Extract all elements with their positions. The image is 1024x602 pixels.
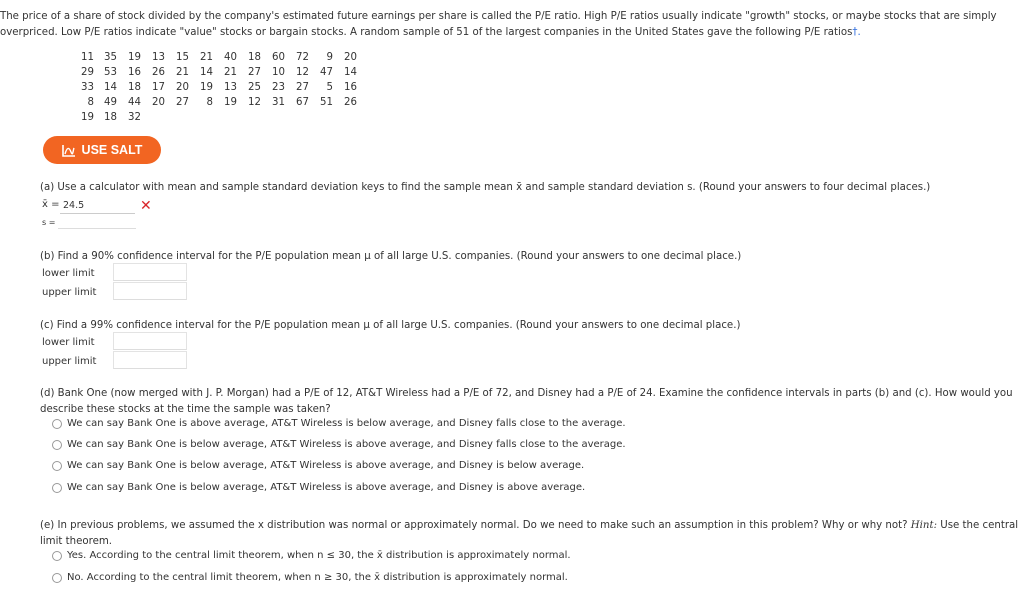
data-cell <box>285 110 309 125</box>
data-cell <box>189 110 213 125</box>
data-cell: 20 <box>344 52 357 63</box>
data-cell: 19 <box>224 97 237 108</box>
xbar-label: x̄ = <box>42 199 60 210</box>
data-cell: 47 <box>320 67 333 78</box>
part-c-lower-input[interactable] <box>113 332 187 350</box>
radio-button[interactable] <box>52 551 62 561</box>
data-cell: 23 <box>272 82 285 93</box>
data-cell: 5 <box>326 82 333 93</box>
data-cell: 18 <box>128 82 141 93</box>
part-d-option-text: We can say Bank One is below average, AT&T Wireless is above average, and Disney is above average. <box>67 482 586 493</box>
data-cell: 27 <box>296 82 309 93</box>
footnote-dagger[interactable]: †. <box>852 27 861 38</box>
radio-button[interactable] <box>52 419 62 429</box>
data-cell: 15 <box>176 52 189 63</box>
data-cell: 14 <box>344 67 357 78</box>
data-cell: 8 <box>87 97 94 108</box>
data-cell <box>309 110 333 125</box>
part-a-question: (a) Use a calculator with mean and sample standard deviation keys to find the sample mean x̄ and sample standard deviation s. (Round your answers to four decimal places.) <box>40 182 931 193</box>
part-b-question: (b) Find a 90% confidence interval for the P/E population mean μ of all large U.S. companies. (Round your answers to one decimal place.) <box>40 251 742 262</box>
data-row <box>76 65 357 80</box>
data-cell: 8 <box>206 97 213 108</box>
data-cell: 31 <box>272 97 285 108</box>
data-cell: 14 <box>104 82 117 93</box>
data-cell <box>261 110 285 125</box>
incorrect-x-icon: ✕ <box>140 198 152 214</box>
data-cell: 18 <box>104 112 117 123</box>
data-cell: 51 <box>320 97 333 108</box>
data-cell: 60 <box>272 52 285 63</box>
data-cell: 21 <box>224 67 237 78</box>
data-cell: 10 <box>272 67 285 78</box>
part-d-question: (d) Bank One (now merged with J. P. Morgan) had a P/E of 12, AT&T Wireless had a P/E of 72, and Disney had a P/E of 24. Examine the confidence intervals in parts (b) and (c). How would you describe these stocks at the time the sample was taken? <box>40 388 1013 415</box>
part-e-option-text: Yes. According to the central limit theorem, when n ≤ 30, the x̄ distribution is approximately normal. <box>67 550 571 561</box>
data-cell: 27 <box>248 67 261 78</box>
part-d-option-text: We can say Bank One is below average, AT&T Wireless is above average, and Disney falls close to the average. <box>67 439 626 450</box>
data-cell: 16 <box>128 67 141 78</box>
data-cell: 53 <box>104 67 117 78</box>
part-b-lower-label: lower limit <box>42 268 95 279</box>
data-cell: 72 <box>296 52 309 63</box>
data-cell: 32 <box>128 112 141 123</box>
data-row <box>76 110 357 125</box>
part-c-question: (c) Find a 99% confidence interval for the P/E population mean μ of all large U.S. companies. (Round your answers to one decimal place.) <box>40 320 741 331</box>
data-row <box>76 50 357 65</box>
xbar-input[interactable] <box>60 197 135 214</box>
part-c-upper-label: upper limit <box>42 356 97 367</box>
part-d-option-text: We can say Bank One is below average, AT&T Wireless is above average, and Disney is below average. <box>67 460 585 471</box>
data-cell: 19 <box>128 52 141 63</box>
part-d-option-4[interactable] <box>52 482 585 493</box>
data-cell: 40 <box>224 52 237 63</box>
data-cell: 18 <box>248 52 261 63</box>
radio-button[interactable] <box>52 461 62 471</box>
data-cell: 26 <box>344 97 357 108</box>
part-b-lower-input[interactable] <box>113 263 187 281</box>
part-d-option-1[interactable] <box>52 418 626 429</box>
use-salt-label: USE SALT <box>81 143 143 157</box>
data-cell: 25 <box>248 82 261 93</box>
pe-ratio-data-table <box>76 50 357 125</box>
data-cell: 29 <box>81 67 94 78</box>
use-salt-button[interactable] <box>43 136 161 164</box>
data-cell: 21 <box>200 52 213 63</box>
data-cell: 9 <box>326 52 333 63</box>
radio-button[interactable] <box>52 483 62 493</box>
data-cell: 13 <box>224 82 237 93</box>
problem-intro <box>0 9 1018 41</box>
part-b-upper-input[interactable] <box>113 282 187 300</box>
part-e-question-text: (e) In previous problems, we assumed the x distribution was normal or approximately normal. Do we need to make such an assumption in this problem? Why or why not? <box>40 520 908 531</box>
part-c-upper-input[interactable] <box>113 351 187 369</box>
radio-button[interactable] <box>52 440 62 450</box>
part-d-option-text: We can say Bank One is above average, AT&T Wireless is below average, and Disney falls close to the average. <box>67 418 626 429</box>
part-d-option-2[interactable] <box>52 439 626 450</box>
data-cell: 27 <box>176 97 189 108</box>
data-cell: 13 <box>152 52 165 63</box>
part-e-hint-text: Use the central limit theorem. <box>40 520 1019 547</box>
data-cell: 16 <box>344 82 357 93</box>
data-cell: 44 <box>128 97 141 108</box>
part-e-option-text: No. According to the central limit theorem, when n ≥ 30, the x̄ distribution is approximately normal. <box>67 572 568 583</box>
data-cell: 26 <box>152 67 165 78</box>
data-cell: 67 <box>296 97 309 108</box>
data-row <box>76 80 357 95</box>
data-cell: 14 <box>200 67 213 78</box>
data-cell: 19 <box>81 112 94 123</box>
part-b-upper-label: upper limit <box>42 287 97 298</box>
data-cell: 12 <box>296 67 309 78</box>
part-e-question <box>40 518 1020 550</box>
data-cell: 17 <box>152 82 165 93</box>
data-cell <box>141 110 165 125</box>
data-cell <box>213 110 237 125</box>
part-e-hint-label: Hint: <box>910 520 938 531</box>
data-cell: 49 <box>104 97 117 108</box>
data-cell: 11 <box>81 52 94 63</box>
data-cell <box>165 110 189 125</box>
part-d-option-3[interactable] <box>52 460 584 471</box>
s-input[interactable] <box>58 214 136 229</box>
s-label: s = <box>42 218 56 227</box>
intro-text: The price of a share of stock divided by the company's estimated future earnings per share is called the P/E ratio. High P/E ratios usually indicate "growth" stocks, or maybe stocks that are simply overpriced. Low P/E ratios indicate "value" stocks or bargain stocks. A random sample of 51 of the largest companies in the United States gave the following P/E ratios <box>0 11 997 38</box>
data-cell <box>333 110 357 125</box>
part-c-lower-label: lower limit <box>42 337 95 348</box>
data-cell: 35 <box>104 52 117 63</box>
data-cell: 12 <box>248 97 261 108</box>
data-cell: 33 <box>81 82 94 93</box>
data-cell: 20 <box>152 97 165 108</box>
data-cell: 19 <box>200 82 213 93</box>
data-cell: 20 <box>176 82 189 93</box>
data-cell: 21 <box>176 67 189 78</box>
radio-button[interactable] <box>52 573 62 583</box>
data-row <box>76 95 357 110</box>
part-e-option-no[interactable] <box>52 572 568 583</box>
salt-chart-icon <box>62 144 76 157</box>
part-e-option-yes[interactable] <box>52 550 571 561</box>
data-cell <box>237 110 261 125</box>
